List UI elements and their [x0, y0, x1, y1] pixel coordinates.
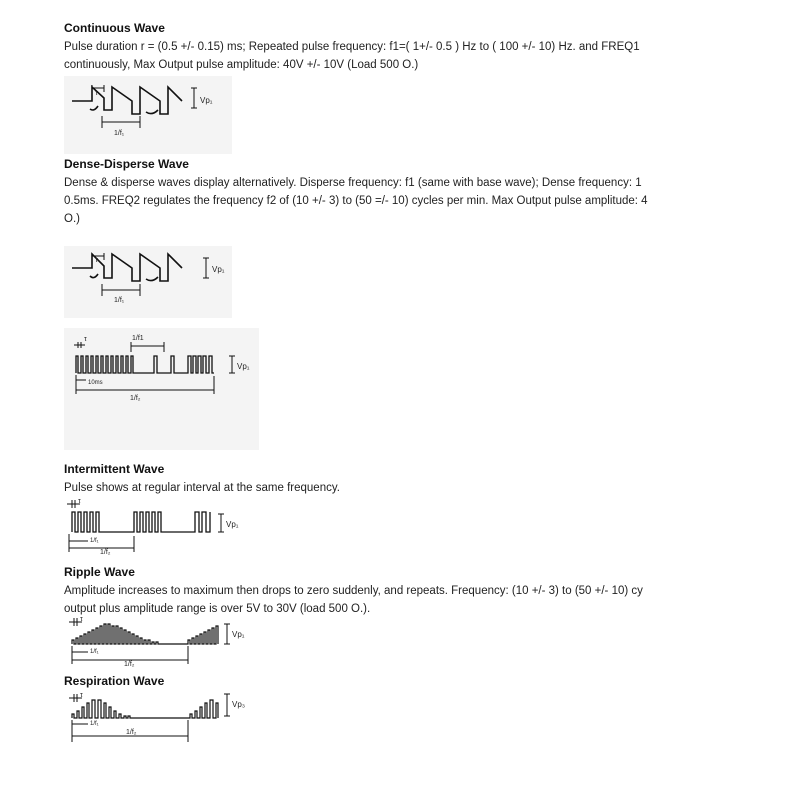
text-line: Amplitude increases to maximum then drops to zero suddenly, and repeats. Frequency: (10 +/- 3) to (50 +/- 10) cy	[64, 585, 643, 597]
period-f1-label: 1/f₁	[90, 538, 99, 544]
period-f2-label: 1/f₂	[100, 549, 111, 556]
vp1-label: Vp₁	[212, 265, 225, 274]
period-f1-label: 1/f₁	[90, 721, 99, 727]
tau-label: τ	[95, 257, 98, 264]
period-f1-label: 1/f1	[132, 335, 144, 342]
tau-label: τ	[80, 616, 83, 623]
ripple-wave-figure	[64, 614, 254, 672]
period-f1-label: 1/f₁	[90, 649, 99, 655]
continuous-wave-figure	[64, 76, 232, 154]
vp1-label: Vp₁	[232, 630, 245, 639]
period-f2-label: 1/f₂	[126, 729, 137, 736]
heading-continuous-wave: Continuous Wave	[64, 21, 165, 35]
tau-label: τ	[80, 692, 83, 699]
vp1-label: Vp₁	[226, 520, 239, 529]
text-line: Pulse duration r = (0.5 +/- 0.15) ms; Repeated pulse frequency: f1=( 1+/- 0.5 ) Hz to ( 100 +/- 10) Hz. and FREQ1	[64, 41, 640, 53]
heading-respiration-wave: Respiration Wave	[64, 674, 165, 688]
period-f2-label: 1/f₂	[124, 661, 135, 668]
vp1-label: Vp₁	[200, 96, 213, 105]
ten-ms-label: 10ms	[88, 380, 103, 386]
period-f1-label: 1/f₁	[114, 297, 125, 304]
text-line: Dense & disperse waves display alternatively. Disperse frequency: f1 (same with base wave); Dense frequency: 1	[64, 177, 642, 189]
vp1-label: Vp₁	[237, 362, 250, 371]
heading-intermittent-wave: Intermittent Wave	[64, 462, 165, 476]
period-f1-label: 1/f₁	[114, 130, 125, 137]
heading-dense-disperse-wave: Dense-Disperse Wave	[64, 157, 189, 171]
paragraph-intermittent-wave	[64, 479, 662, 497]
text-line: Pulse shows at regular interval at the same frequency.	[64, 482, 340, 494]
paragraph-ripple-wave	[64, 582, 662, 618]
vp3-label: Vp₃	[232, 700, 246, 709]
paragraph-dense-disperse-wave	[64, 174, 662, 228]
tau-label: τ	[84, 336, 87, 343]
paragraph-continuous-wave	[64, 38, 662, 74]
heading-ripple-wave: Ripple Wave	[64, 565, 135, 579]
respiration-wave-figure	[64, 690, 254, 748]
text-line: continuously, Max Output pulse amplitude: 40V +/- 10V (Load 500 O.)	[64, 59, 419, 71]
text-line: output plus amplitude range is over 5V to 30V (load 500 O.).	[64, 603, 371, 615]
tau-label: τ	[95, 90, 98, 97]
dense-disperse-figure	[64, 328, 259, 450]
intermittent-wave-figure	[64, 496, 249, 562]
period-f2-label: 1/f₂	[130, 395, 141, 402]
dense-disperse-base-figure	[64, 246, 232, 318]
text-line: 0.5ms. FREQ2 regulates the frequency f2 of (10 +/- 3) to (50 =/- 10) cycles per min. Max Output pulse amplitude: 4	[64, 195, 648, 207]
text-line: O.)	[64, 213, 80, 225]
tau-label: τ	[78, 498, 81, 505]
